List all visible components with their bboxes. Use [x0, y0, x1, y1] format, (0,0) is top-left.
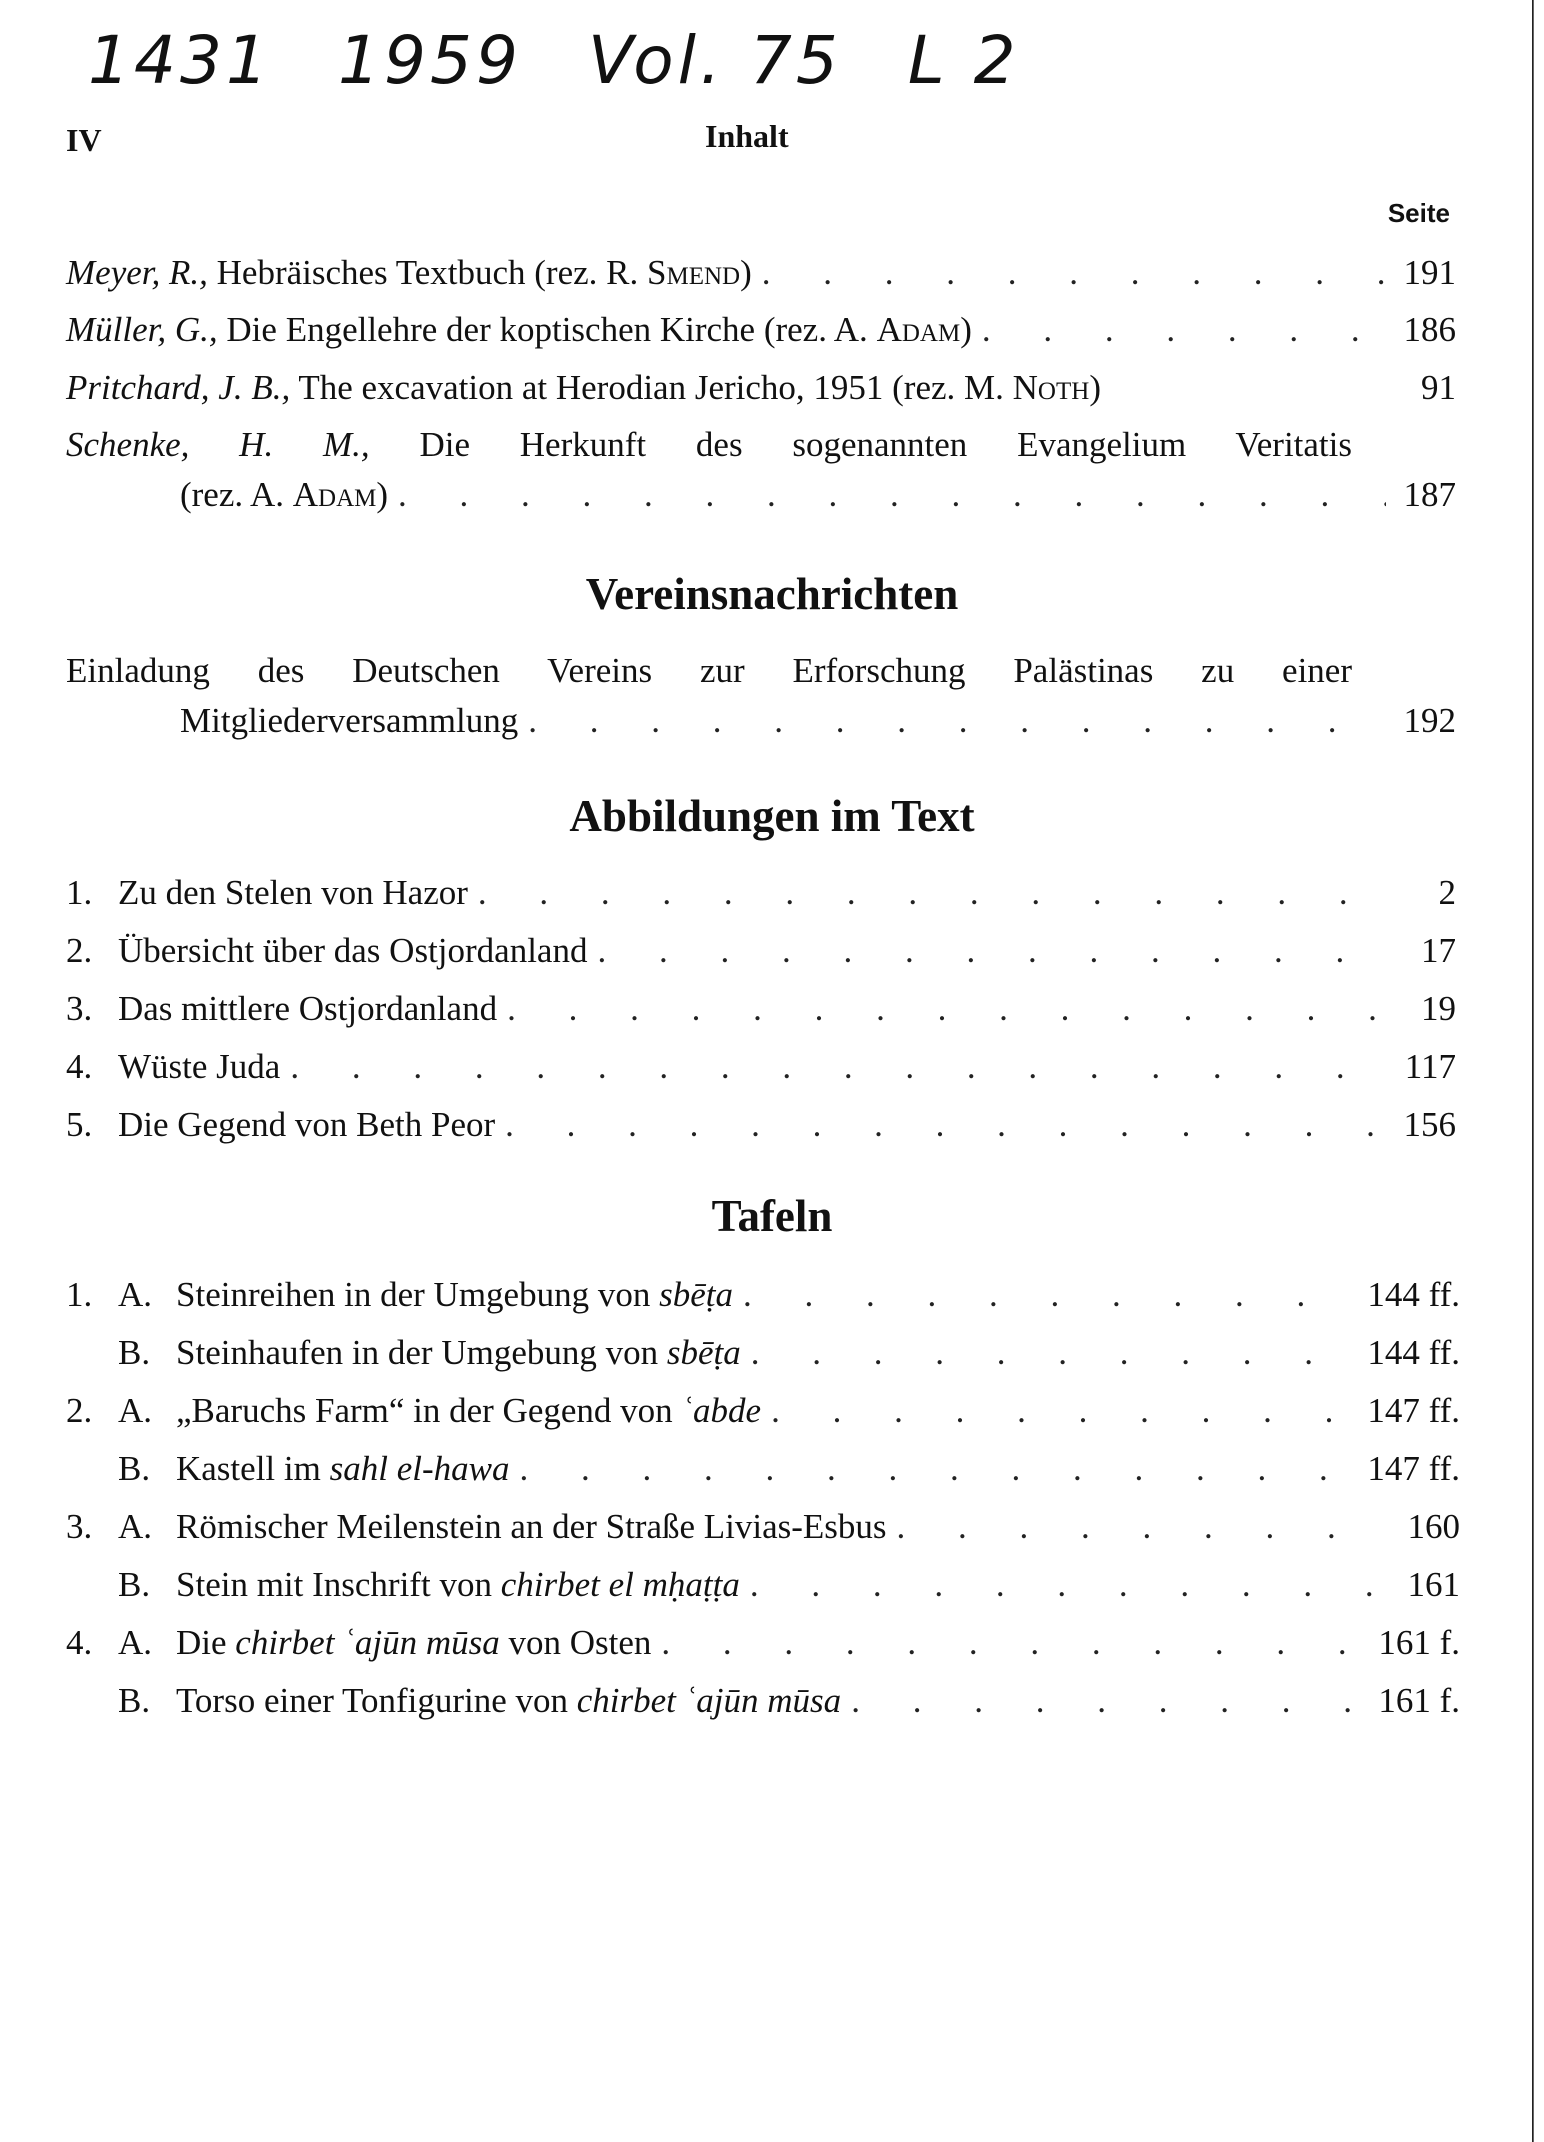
plate-entry [66, 1270, 1460, 1320]
plate-title: Stein mit Inschrift von [176, 1565, 492, 1604]
page-ref: 161 f. [1378, 1623, 1460, 1662]
section-heading-abbildungen: Abbildungen im Text [569, 791, 975, 841]
leader-dots [771, 1386, 1357, 1436]
reviewer: Adam [876, 310, 961, 349]
review-author: Pritchard, J. B., [66, 368, 291, 407]
page-edge-line-inner [1533, 0, 1534, 2142]
figure-title: Die Gegend von Beth Peor [118, 1105, 496, 1144]
column-label-seite: Seite [1387, 198, 1450, 228]
reviewer: Noth [1012, 368, 1090, 407]
plate-title: Die [176, 1623, 227, 1662]
page-ref: 147 ff. [1367, 1391, 1460, 1430]
handwritten-year: 1959 [337, 22, 522, 99]
leader-dots [897, 1502, 1390, 1552]
leader-dots [750, 1560, 1390, 1610]
plate-place: chirbet ʿajūn mūsa [235, 1623, 500, 1662]
figure-entry [66, 984, 1456, 1034]
review-title: Die Engellehre der koptischen Kirche (rez. A. [226, 310, 868, 349]
page-ref: 19 [1421, 989, 1456, 1028]
figure-title: Übersicht über das Ostjordanland [118, 931, 588, 970]
figure-number: 4. [66, 1047, 93, 1086]
leader-dots [528, 696, 1386, 746]
plate-entry [66, 1618, 1460, 1668]
page-ref: 91 [1421, 368, 1456, 407]
page-ref: 17 [1421, 931, 1456, 970]
page-ref: 191 [1403, 253, 1456, 292]
plate-title: Steinhaufen in der Umgebung von [176, 1333, 659, 1372]
reviewer: Smend [647, 253, 741, 292]
review-author: Meyer, R., [66, 253, 208, 292]
review-title-cont: (rez. A. [180, 475, 284, 514]
figure-number: 5. [66, 1105, 93, 1144]
review-entry [66, 420, 1456, 520]
plate-place: sbēṭa [666, 1333, 741, 1372]
plate-letter: A. [118, 1391, 153, 1430]
plate-title-end: von Osten [508, 1623, 652, 1662]
plate-place: chirbet el mḥaṭṭa [500, 1565, 740, 1604]
review-title: Die Herkunft des sogenannten Evangelium Veritatis [419, 425, 1352, 464]
figure-title: Das mittlere Ostjordanland [118, 989, 498, 1028]
section-heading-tafeln: Tafeln [711, 1191, 833, 1241]
page-ref: 161 [1407, 1565, 1460, 1604]
plate-entry [66, 1328, 1460, 1378]
plate-letter: A. [118, 1623, 153, 1662]
vereinsnachrichten-entry [66, 646, 1456, 746]
figure-entry [66, 1100, 1456, 1150]
figure-entry [66, 1042, 1456, 1092]
plate-letter: A. [118, 1507, 153, 1546]
plate-number: 4. [66, 1623, 93, 1662]
leader-dots [398, 470, 1386, 520]
leader-dots [661, 1618, 1368, 1668]
plate-title: „Baruchs Farm“ in der Gegend von [176, 1391, 673, 1430]
plate-place: chirbet ʿajūn mūsa [576, 1681, 842, 1720]
plate-number: 2. [66, 1391, 93, 1430]
figure-title: Wüste Juda [118, 1047, 281, 1086]
figure-number: 2. [66, 931, 93, 970]
plate-letter: A. [118, 1275, 153, 1314]
figure-number: 1. [66, 873, 93, 912]
review-title-end: ) [376, 475, 389, 514]
figure-entry [66, 926, 1456, 976]
plate-letter: B. [118, 1565, 151, 1604]
review-title: The excavation at Herodian Jericho, 1951 (rez. M. [298, 368, 1004, 407]
leader-dots [290, 1042, 1386, 1092]
plate-letter: B. [118, 1449, 151, 1488]
plate-entry [66, 1502, 1460, 1552]
leader-dots [597, 926, 1386, 976]
plate-entry [66, 1676, 1460, 1726]
handwritten-volume: Vol. 75 [587, 22, 842, 99]
plate-place: sbēṭa [659, 1275, 733, 1314]
leader-dots [507, 984, 1386, 1034]
review-author: Müller, G., [66, 310, 218, 349]
review-entry [66, 248, 1456, 298]
figure-title: Zu den Stelen von Hazor [118, 873, 468, 912]
leader-dots [751, 1328, 1358, 1378]
page-ref: 147 ff. [1367, 1449, 1460, 1488]
page-ref: 2 [1438, 873, 1456, 912]
plate-number: 1. [66, 1275, 93, 1314]
review-title: Hebräisches Textbuch (rez. R. [216, 253, 639, 292]
leader-dots [743, 1270, 1357, 1320]
handwritten-annotation [88, 22, 1288, 99]
review-title-end: ) [740, 253, 752, 292]
plate-entry [66, 1444, 1460, 1494]
leader-dots [505, 1100, 1386, 1150]
entry-line: Mitgliederversammlung [180, 701, 519, 740]
plate-number: 3. [66, 1507, 93, 1546]
plate-letter: B. [118, 1681, 151, 1720]
plate-place: sahl el-hawa [329, 1449, 510, 1488]
plate-title: Steinreihen in der Umgebung von [176, 1275, 651, 1314]
review-author: Schenke, H. M., [66, 425, 370, 464]
page-number: IV [66, 122, 102, 158]
handwritten-code: L 2 [907, 22, 1020, 99]
review-title-end: ) [960, 310, 972, 349]
page-ref: 156 [1403, 1105, 1456, 1144]
page-ref: 144 ff. [1367, 1275, 1460, 1314]
plate-title: Kastell im [176, 1449, 321, 1488]
plate-title: Römischer Meilenstein an der Straße Livias-Esbus [176, 1507, 887, 1546]
review-title-end: ) [1089, 368, 1101, 407]
page-ref: 187 [1403, 475, 1456, 514]
section-heading-vereinsnachrichten: Vereinsnachrichten [585, 569, 959, 619]
handwritten-number: 1431 [88, 22, 272, 99]
running-head: Inhalt [705, 118, 789, 154]
leader-dots [982, 305, 1386, 355]
leader-dots [519, 1444, 1357, 1494]
entry-line: Einladung des Deutschen Vereins zur Erforschung Palästinas zu einer [66, 651, 1352, 690]
figure-entry [66, 868, 1456, 918]
page-ref: 186 [1403, 310, 1456, 349]
page-ref: 117 [1404, 1047, 1456, 1086]
plate-entry [66, 1386, 1460, 1436]
page-ref: 161 f. [1378, 1681, 1460, 1720]
review-entry [66, 363, 1456, 413]
page-ref: 144 ff. [1367, 1333, 1460, 1372]
plate-place: ʿabde [681, 1391, 762, 1430]
page-ref: 160 [1407, 1507, 1460, 1546]
plate-title: Torso einer Tonfigurine von [176, 1681, 569, 1720]
review-entry [66, 305, 1456, 355]
figure-number: 3. [66, 989, 93, 1028]
page-ref: 192 [1403, 701, 1456, 740]
reviewer: Adam [292, 475, 377, 514]
leader-dots [478, 868, 1386, 918]
plate-entry [66, 1560, 1460, 1610]
leader-dots [762, 248, 1386, 298]
plate-letter: B. [118, 1333, 151, 1372]
leader-dots [851, 1676, 1368, 1726]
